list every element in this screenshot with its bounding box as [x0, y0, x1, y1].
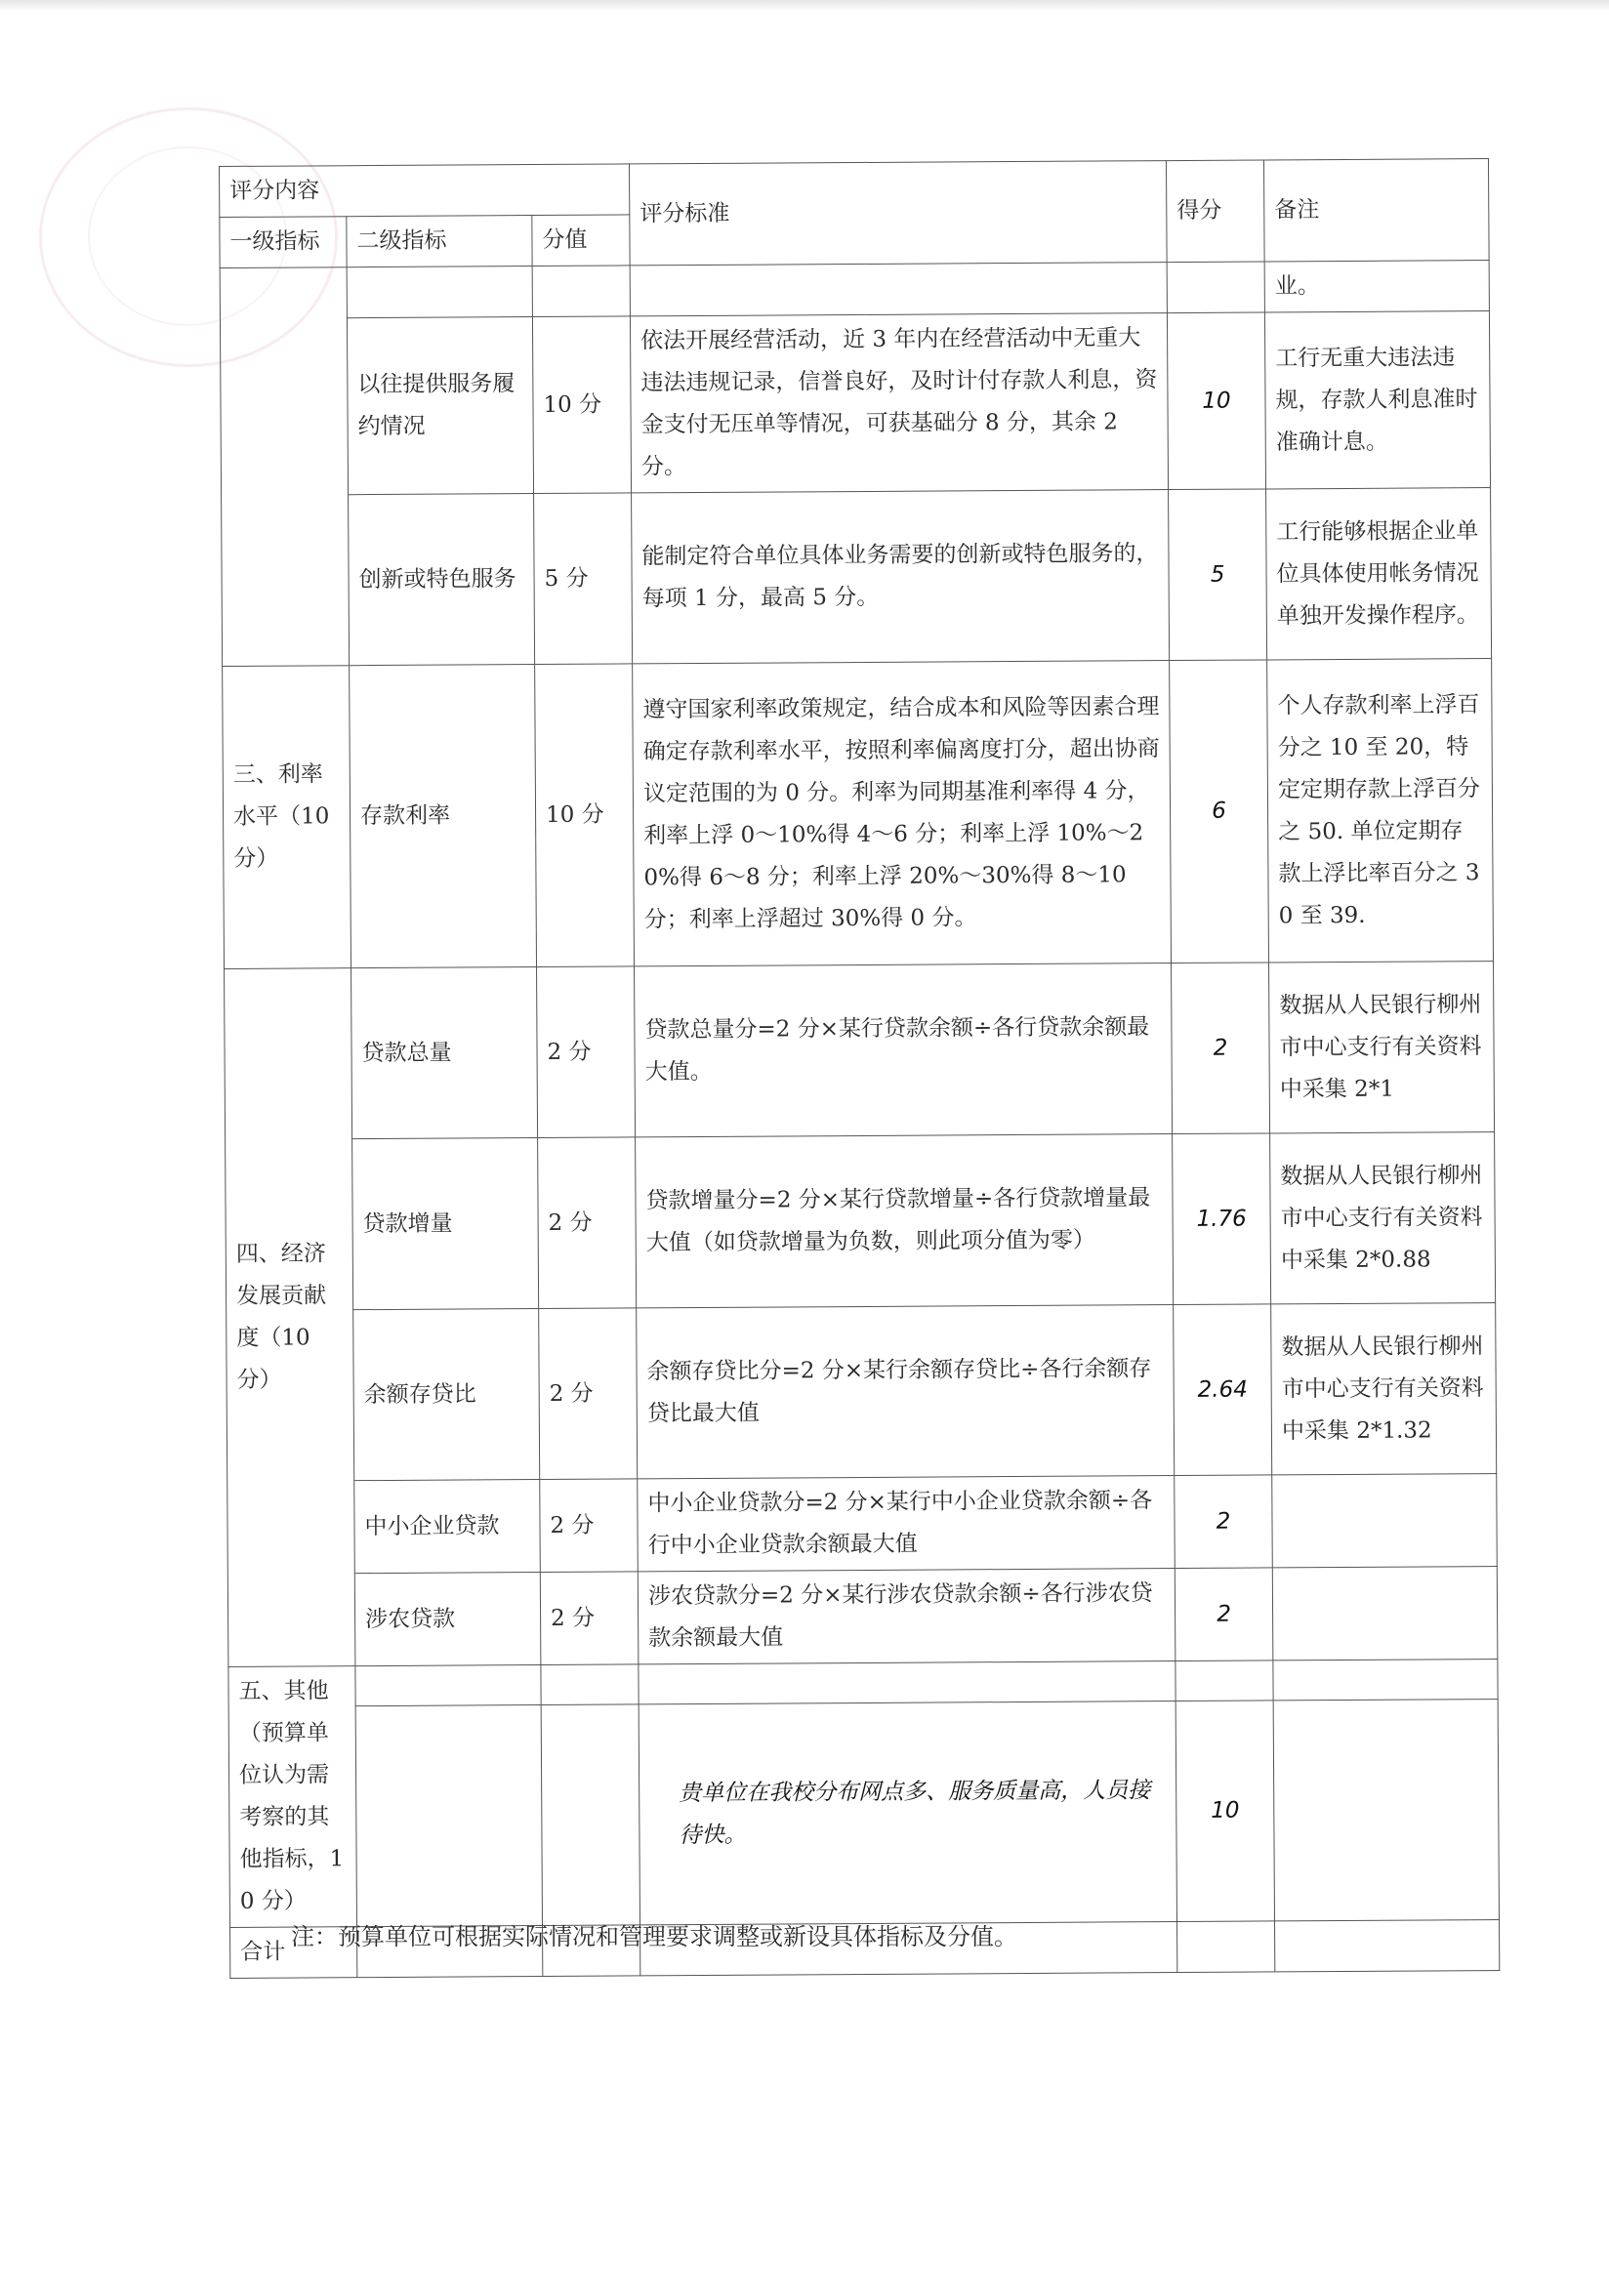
- header-content: 评分内容: [220, 164, 630, 218]
- rate-level1: 三、利率水平（10 分）: [223, 666, 351, 969]
- rate-score: 6: [1170, 660, 1269, 964]
- header-standard: 评分标准: [630, 161, 1168, 266]
- ldr-remark: 数据从人民银行柳州市中心支行有关资料中采集 2*1.32: [1271, 1303, 1497, 1475]
- fulfillment-level2: 以往提供服务履约情况: [347, 317, 533, 495]
- rate-standard: 遵守国家利率政策规定，结合成本和风险等因素合理确定存款利率水平，按照利率偏离度打分，超出协商议定范围的为 0 分。利率为同期基准利率得 4 分，利率上浮 0～10%得 4～6 分；利率上浮 10%～20%得 6～8 分；利率上浮 20%～30%得 8～10 分；利率上浮超过 30%得 0 分。: [633, 661, 1172, 966]
- loan-growth-level2: 贷款增量: [352, 1138, 539, 1310]
- fulfillment-remark: 工行无重大违法违规，存款人利息准时准确计息。: [1264, 311, 1490, 489]
- header-remark: 备注: [1264, 159, 1490, 262]
- header-score: 得分: [1167, 160, 1265, 263]
- loan-growth-remark: 数据从人民银行柳州市中心支行有关资料中采集 2*0.88: [1270, 1132, 1496, 1304]
- loan-total-standard: 贷款总量分=2 分×某行贷款余额÷各行贷款余额最大值。: [635, 964, 1173, 1137]
- scan-edge: [0, 0, 1609, 12]
- innovation-level2: 创新或特色服务: [349, 494, 535, 666]
- scoring-table: [219, 158, 1500, 1979]
- rate-points: 10 分: [535, 664, 635, 967]
- ldr-standard: 余额存贷比分=2 分×某行余额存贷比÷各行余额存贷比最大值: [637, 1305, 1175, 1479]
- sme-standard: 中小企业贷款分=2 分×某行中小企业贷款余额÷各行中小企业贷款余额最大值: [638, 1476, 1176, 1572]
- loan-total-score: 2: [1172, 963, 1270, 1134]
- innovation-score: 5: [1169, 489, 1267, 661]
- header-points: 分值: [532, 215, 630, 266]
- loan-total-remark: 数据从人民银行柳州市中心支行有关资料中采集 2*1: [1269, 962, 1495, 1133]
- header-level1: 一级指标: [220, 217, 347, 268]
- sme-points: 2 分: [540, 1479, 639, 1573]
- loan-total-level2: 贷款总量: [351, 967, 538, 1139]
- sme-level2: 中小企业贷款: [354, 1480, 541, 1574]
- loan-growth-points: 2 分: [538, 1137, 637, 1309]
- fulfillment-points: 10 分: [532, 316, 631, 494]
- other-level1: 五、其他（预算单位认为需考察的其他指标，10 分）: [228, 1666, 357, 1928]
- agri-points: 2 分: [540, 1572, 639, 1665]
- loan-growth-score: 1.76: [1173, 1133, 1271, 1305]
- agri-standard: 涉农贷款分=2 分×某行涉农贷款余额÷各行涉农贷款余额最大值: [638, 1569, 1176, 1664]
- total-label: 合计: [230, 1927, 357, 1979]
- rate-remark: 个人存款利率上浮百分之 10 至 20，特定定期存款上浮百分之 50. 单位定期存款上浮比率百分之 30 至 39.: [1267, 659, 1494, 963]
- loan-total-points: 2 分: [537, 966, 636, 1138]
- header-level2: 二级指标: [347, 216, 532, 267]
- sme-score: 2: [1175, 1475, 1273, 1569]
- other-handwritten-comment: 贵单位在我校分布网点多、服务质量高，人员接待快。: [639, 1702, 1176, 1925]
- ldr-points: 2 分: [539, 1308, 638, 1480]
- loan-growth-standard: 贷款增量分=2 分×某行贷款增量÷各行贷款增量最大值（如贷款增量为负数，则此项分值为零）: [636, 1134, 1174, 1308]
- agri-score: 2: [1175, 1568, 1273, 1661]
- ldr-score: 2.64: [1174, 1304, 1272, 1476]
- agri-level2: 涉农贷款: [354, 1573, 541, 1666]
- innovation-standard: 能制定符合单位具体业务需要的创新或特色服务的，每项 1 分，最高 5 分。: [632, 490, 1170, 664]
- footnote: 注：预算单位可根据实际情况和管理要求调整或新设具体指标及分值。: [291, 1923, 1017, 1950]
- remark-continued: 业。: [1264, 261, 1489, 312]
- ldr-level2: 余额存贷比: [353, 1309, 540, 1481]
- level1-continued: [220, 267, 349, 667]
- rate-level2: 存款利率: [350, 665, 537, 968]
- fulfillment-standard: 依法开展经营活动，近 3 年内在经营活动中无重大违法违规记录，信誉良好，及时计付存款人利息，资金支付无压单等情况，可获基础分 8 分，其余 2 分。: [630, 313, 1168, 493]
- econ-level1: 四、经济发展贡献度（10 分）: [225, 968, 355, 1667]
- innovation-remark: 工行能够根据企业单位具体使用帐务情况单独开发操作程序。: [1266, 488, 1492, 660]
- fulfillment-score: 10: [1167, 312, 1265, 490]
- innovation-points: 5 分: [534, 493, 633, 665]
- other-score: 10: [1176, 1701, 1274, 1922]
